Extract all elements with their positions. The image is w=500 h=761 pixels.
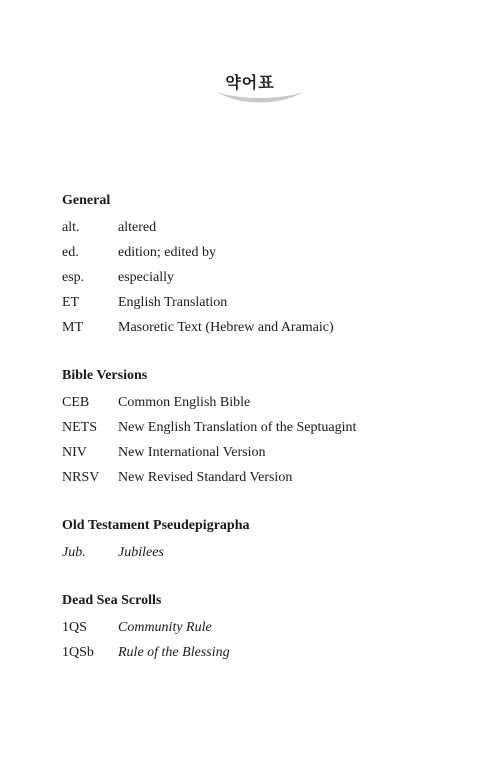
abbreviation: 1QSb	[62, 645, 94, 660]
abbreviation-meaning: Community Rule	[118, 620, 212, 635]
abbreviation-meaning: Masoretic Text (Hebrew and Aramaic)	[118, 320, 334, 335]
abbreviation-meaning: New English Translation of the Septuagint	[118, 420, 357, 435]
section-heading-general: General	[62, 193, 111, 208]
abbreviation-meaning: New Revised Standard Version	[118, 470, 293, 485]
abbreviation: MT	[62, 320, 83, 335]
abbreviation: 1QS	[62, 620, 87, 635]
abbreviation: NETS	[62, 420, 97, 435]
abbreviation: esp.	[62, 270, 85, 285]
section-heading-bible-versions: Bible Versions	[62, 368, 148, 383]
abbreviation: ed.	[62, 245, 79, 260]
abbreviation: Jub.	[62, 545, 86, 560]
page-title: 약어표	[225, 73, 275, 92]
abbreviation-meaning: especially	[118, 270, 174, 285]
abbreviation: NRSV	[62, 470, 100, 485]
abbreviation-meaning: Rule of the Blessing	[118, 645, 230, 660]
abbreviation-meaning: Common English Bible	[118, 395, 251, 410]
abbreviation: CEB	[62, 395, 90, 410]
abbreviation: ET	[62, 295, 80, 310]
abbreviation: alt.	[62, 220, 80, 235]
abbreviation-meaning: edition; edited by	[118, 245, 216, 260]
section-heading-ot-pseudepigrapha: Old Testament Pseudepigrapha	[62, 518, 250, 533]
abbreviation-meaning: altered	[118, 220, 157, 235]
abbreviation-meaning: Jubilees	[118, 545, 164, 560]
title-ornament-swoosh	[215, 88, 305, 110]
section-heading-dead-sea-scrolls: Dead Sea Scrolls	[62, 593, 162, 608]
abbreviation-meaning: English Translation	[118, 295, 228, 310]
abbreviation: NIV	[62, 445, 87, 460]
abbreviation-meaning: New International Version	[118, 445, 266, 460]
